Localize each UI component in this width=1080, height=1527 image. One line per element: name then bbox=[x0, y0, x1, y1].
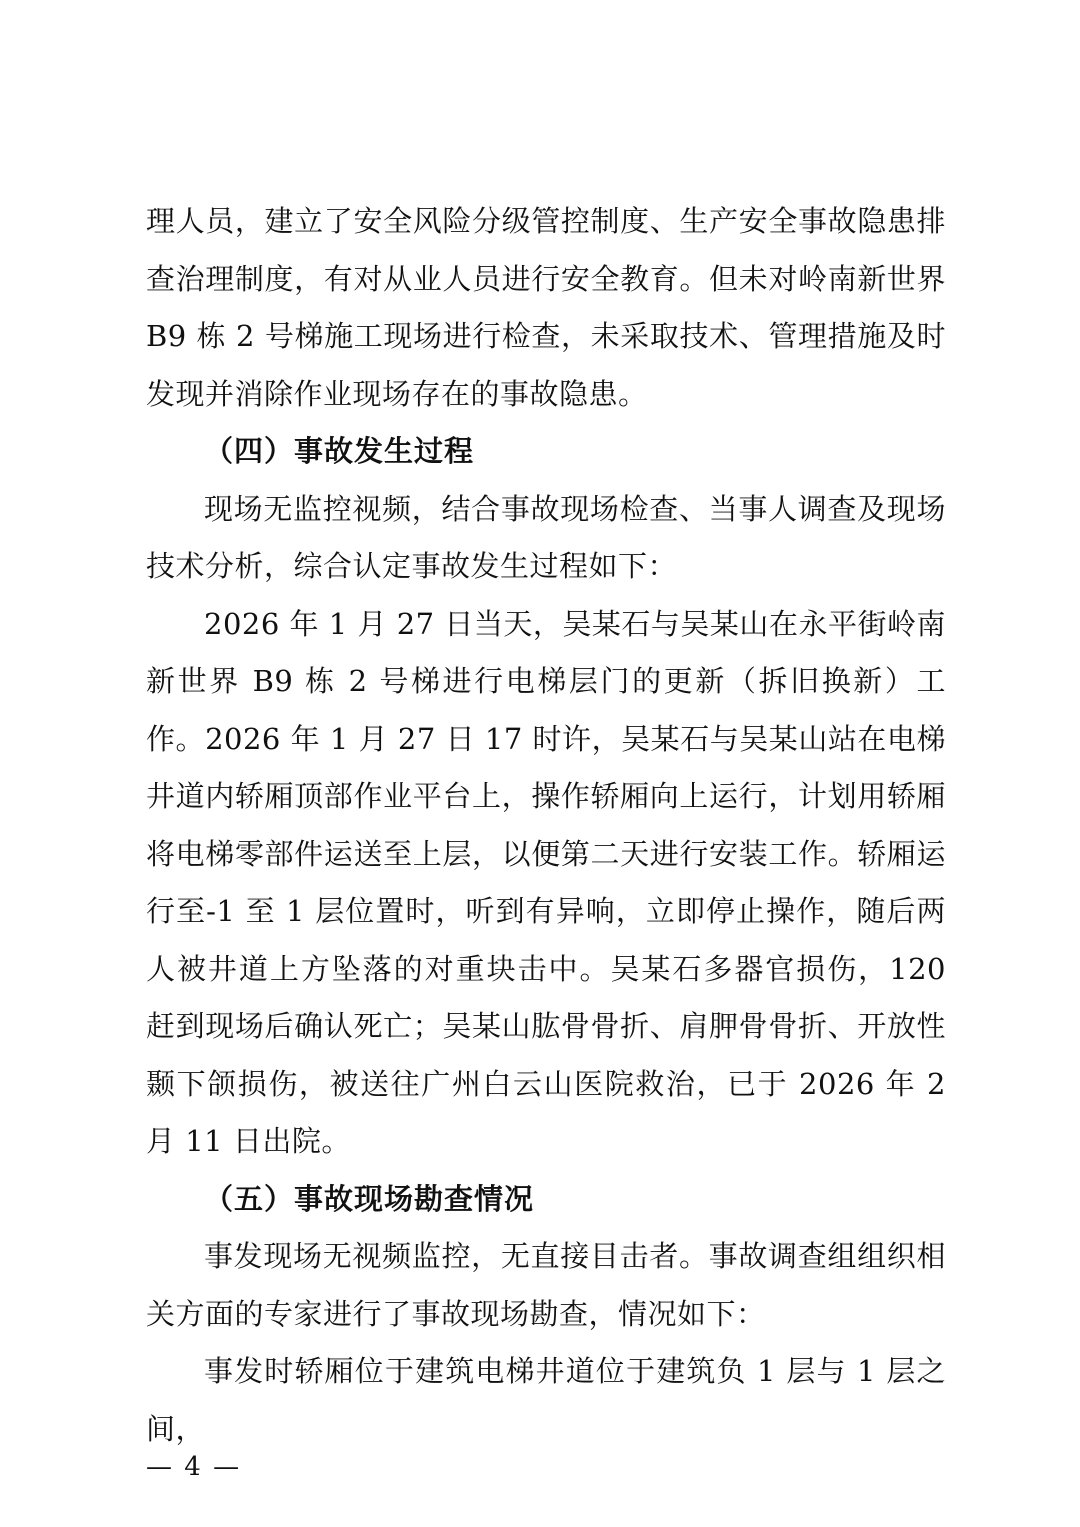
page-number: — 4 — bbox=[146, 1452, 242, 1482]
section-heading-5: （五）事故现场勘查情况 bbox=[204, 1181, 535, 1216]
paragraph-site-survey-intro: 事发现场无视频监控，无直接目击者。事故调查组组织相关方面的专家进行了事故现场勘查，情况如下： bbox=[146, 1239, 946, 1331]
section-heading-4: （四）事故发生过程 bbox=[204, 434, 475, 468]
paragraph-continued: 理人员，建立了安全风险分级管控制度、生产安全事故隐患排查治理制度，有对从业人员进行安全教育。但未对岭南新世界 B9 栋 2 号梯施工现场进行检查，未采取技术、管理措施及时发现并消除作业现场存在的事故隐患。 bbox=[146, 204, 946, 411]
paragraph-intro-process: 现场无监控视频，结合事故现场检查、当事人调查及现场技术分析，综合认定事故发生过程如下： bbox=[146, 491, 946, 583]
paragraph-accident-process: 2026 年 1 月 27 日当天，吴某石与吴某山在永平街岭南新世界 B9 栋 2 号梯进行电梯层门的更新（拆旧换新）工作。2026 年 1 月 27 日 17 时许，吴某石与吴某山站在电梯井道内轿厢顶部作业平台上，操作轿厢向上运行，计划用轿厢将电梯零部件运送至上层，以便第二天进行安装工作。轿厢运行至-1 至 1 层位置时，听到有异响，立即停止操作，随后两人被井道上方坠落的对重块击中。吴某石多器官损伤，120 赶到现场后确认死亡；吴某山肱骨骨折、肩胛骨骨折、开放性颞下颌损伤，被送往广州白云山医院救治，已于 2026 年 2 月 11 日出院。 bbox=[146, 606, 946, 1158]
paragraph-site-survey-detail: 事发时轿厢位于建筑电梯井道位于建筑负 1 层与 1 层之间， bbox=[146, 1354, 946, 1446]
page-body bbox=[146, 193, 946, 1458]
